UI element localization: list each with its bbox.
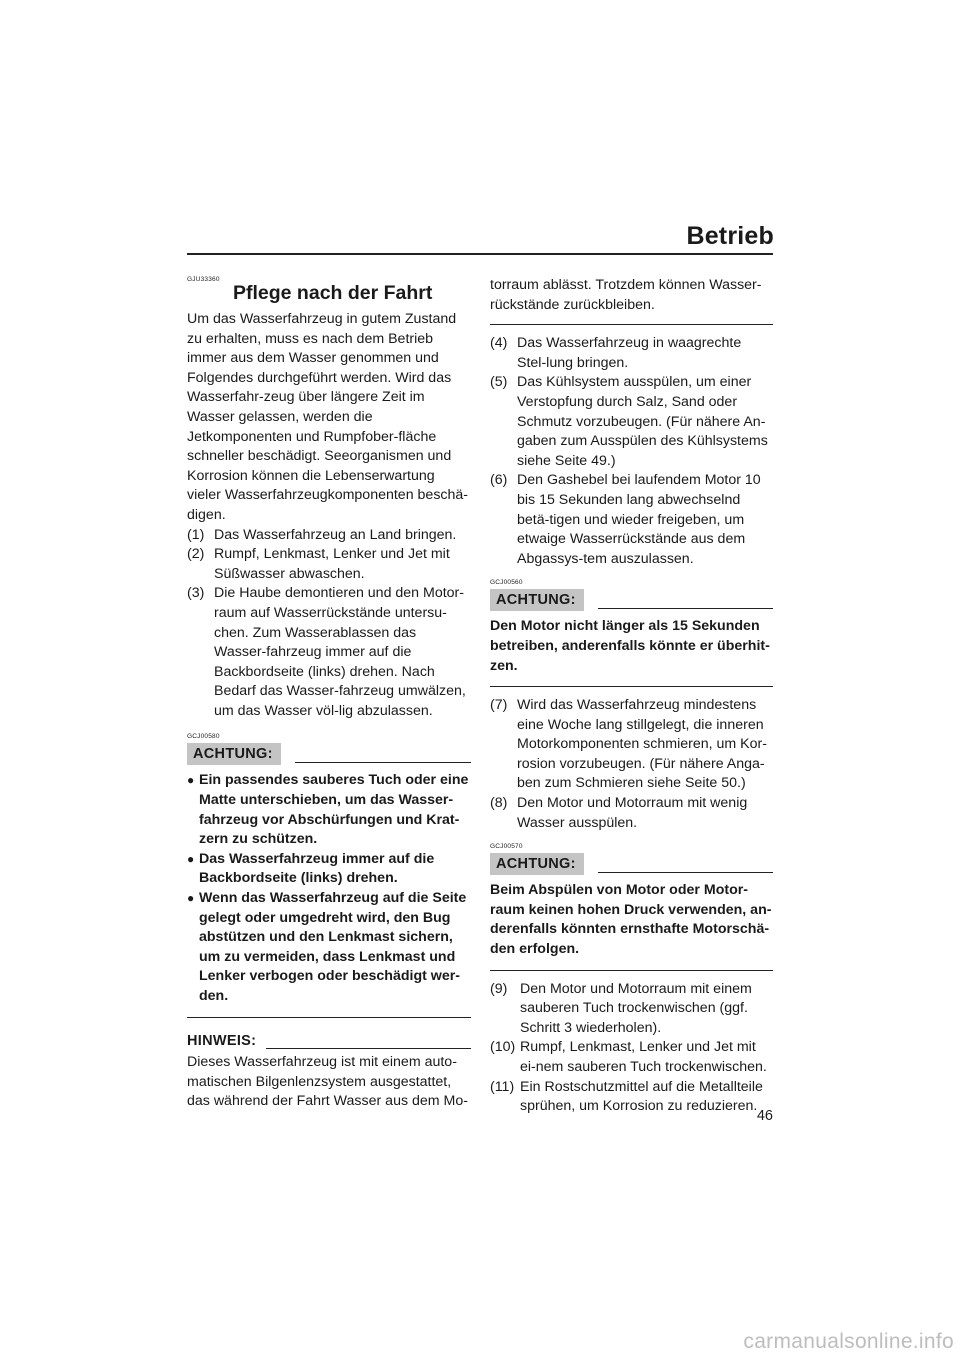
caution-badge: ACHTUNG:: [490, 853, 584, 875]
step-number: (4): [490, 335, 508, 352]
hinweis-text: Dieses Wasserfahrzeug ist mit einem auto-matischen Bilgenlenzsystem ausgestattet, das während der Fahrt Wasser aus dem Mo-: [187, 1054, 468, 1110]
step-number: (2): [187, 546, 205, 563]
bullet-icon: ●: [187, 851, 195, 866]
list-item: [187, 584, 471, 721]
step-number: (3): [187, 585, 205, 602]
caution-code: GCJ00570: [490, 843, 523, 851]
step-number: (5): [490, 374, 508, 391]
header-rule: [187, 253, 773, 255]
list-item: [490, 334, 773, 373]
step-number: (7): [490, 697, 508, 714]
list-item: [490, 1078, 773, 1117]
list-item: [187, 526, 471, 546]
caution-text: Den Motor nicht länger als 15 Sekunden betreiben, anderenfalls könnte er überhit-zen.: [490, 618, 770, 674]
step-number: (8): [490, 795, 508, 812]
header-title: Betrieb: [686, 222, 774, 250]
step-text: Den Gashebel bei laufendem Motor 10 bis 15 Sekunden lang abwechselnd betä-tigen und wieder freigeben, um etwaige Wasserrückstände aus dem Abgassys-tem auszulassen.: [517, 472, 761, 567]
bullet-text: Ein passendes sauberes Tuch oder eine Matte unterschieben, um das Wasser-fahrzeug vor Abschürfungen und Krat-zern zu schützen.: [199, 772, 469, 848]
bullet-text: Das Wasserfahrzeug immer auf die Backbordseite (links) drehen.: [199, 850, 435, 887]
caution-code: GCJ00580: [187, 733, 220, 741]
caution-end-rule: [187, 1017, 471, 1018]
step-number: (9): [490, 980, 508, 997]
list-item: [490, 980, 773, 1039]
step-text: Das Kühlsystem ausspülen, um einer Verstopfung durch Salz, Sand oder Schmutz vorzubeugen. (Für nähere An-gaben zum Ausspülen des Kühlsystems siehe Seite 49.): [517, 374, 768, 469]
bullet-icon: ●: [187, 891, 195, 906]
step-text: Das Wasserfahrzeug in waagrechte Stel-lung bringen.: [517, 335, 742, 371]
bullet-icon: ●: [187, 773, 195, 788]
step-number: (10): [490, 1039, 516, 1056]
watermark: carmanualsonline.info: [743, 1330, 954, 1353]
list-item: [490, 1038, 773, 1077]
step-text: Ein Rostschutzmittel auf die Metallteile sprühen, um Korrosion zu reduzieren.: [520, 1078, 763, 1115]
step-text: Rumpf, Lenkmast, Lenker und Jet mit Süßwasser abwaschen.: [214, 546, 450, 582]
right-column: [490, 276, 773, 1117]
list-item: [187, 850, 471, 889]
steps-list-4: [490, 980, 773, 1117]
caution-rule: [598, 872, 773, 873]
list-item: [187, 889, 471, 1007]
hinweis-continued: torraum ablässt. Trotzdem können Wasser-rückstände zurückbleiben.: [490, 277, 762, 313]
step-number: (6): [490, 472, 508, 489]
list-item: [187, 545, 471, 584]
steps-list-3: [490, 696, 773, 833]
hinweis-header: [187, 1032, 471, 1052]
caution-header: [490, 589, 773, 611]
list-item: [490, 373, 773, 471]
caution-end-rule: [490, 970, 773, 971]
steps-list-2: [490, 334, 773, 569]
steps-list-1: [187, 526, 471, 722]
intro-paragraph: Um das Wasserfahrzeug in gutem Zustand zu erhalten, muss es nach dem Betrieb immer aus dem Wasser genommen und Folgendes durchgeführt werden. Wird das Wasserfahr-zeug über längere Zeit im Wasser gelassen, werden die Jetkomponenten und Rumpfober-fläche schneller beschädigt. Seeorganismen und Korrosion können die Lebenserwartung vieler Wasserfahrzeugkomponenten beschä-digen.: [187, 311, 469, 523]
step-text: Den Motor und Motorraum mit wenig Wasser ausspülen.: [517, 795, 748, 831]
caution-code: GCJ00560: [490, 579, 523, 587]
hinweis-rule: [266, 1048, 471, 1049]
caution-end-rule: [490, 686, 773, 687]
bullet-text: Wenn das Wasserfahrzeug auf die Seite gelegt oder umgedreht wird, den Bug abstützen und den Lenkmast sichern, um zu vermeiden, dass Lenkmast und Lenker verbogen oder beschädigt wer-den.: [199, 890, 467, 1004]
caution-badge: ACHTUNG:: [187, 743, 281, 765]
list-item: [490, 794, 773, 833]
caution-header: [187, 743, 471, 765]
step-text: Das Wasserfahrzeug an Land bringen.: [214, 526, 457, 543]
caution-rule: [295, 762, 471, 763]
list-item: [490, 696, 773, 794]
list-item: [490, 471, 773, 569]
caution-rule: [598, 608, 773, 609]
step-text: Den Motor und Motorraum mit einem sauberen Tuch trockenwischen (ggf. Schritt 3 wiederholen).: [520, 980, 752, 1036]
page-number: 46: [756, 1108, 773, 1124]
step-text: Wird das Wasserfahrzeug mindestens eine Woche lang stillgelegt, die inneren Motorkomponenten schmieren, um Kor-rosion vorzubeugen. (Für nähere Anga-ben zum Schmieren siehe Seite 50.): [517, 697, 767, 792]
left-column: [187, 276, 471, 1112]
step-text: Rumpf, Lenkmast, Lenker und Jet mit ei-nem sauberen Tuch trockenwischen.: [520, 1039, 767, 1075]
section-title: Pflege nach der Fahrt: [233, 282, 433, 304]
step-number: (11): [490, 1078, 515, 1095]
caution-header: [490, 853, 773, 875]
step-text: Die Haube demontieren und den Motor-raum auf Wasserrückstände untersu-chen. Zum Wasserablassen das Wasser-fahrzeug immer auf die Backbordseite (links) drehen. Nach Bedarf das Wasser-fahrzeug umwälzen, um das Wasser völ-lig abzulassen.: [214, 585, 466, 719]
section-code: GJU33360: [187, 276, 220, 283]
step-number: (1): [187, 526, 205, 543]
hinweis-label: HINWEIS:: [187, 1032, 257, 1049]
caution-bullets: [187, 771, 471, 1006]
caution-badge: ACHTUNG:: [490, 589, 584, 611]
hinweis-end-rule: [490, 324, 773, 325]
caution-text: Beim Abspülen von Motor oder Motor-raum keinen hohen Druck verwenden, an-derenfalls könnten ernsthafte Motorschä-den erfolgen.: [490, 882, 772, 958]
list-item: [187, 771, 471, 849]
